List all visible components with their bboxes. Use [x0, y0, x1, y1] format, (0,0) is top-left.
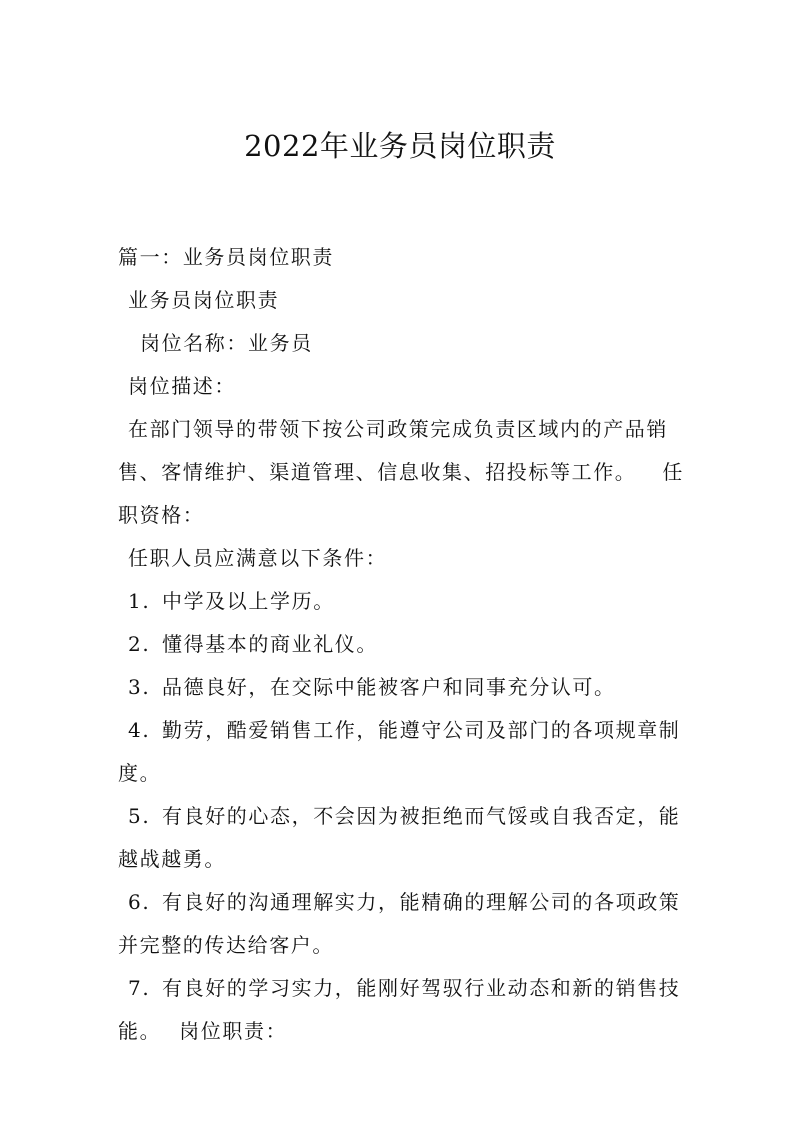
- requirement-text: 勤劳，酷爱销售工作，能遵守公司及部门的各项规章制: [162, 718, 681, 742]
- document-body: [118, 236, 684, 1053]
- requirement-item: [118, 666, 684, 709]
- requirement-item: [118, 881, 684, 924]
- requirement-number: 3.: [128, 675, 151, 699]
- description-line: 在部门领导的带领下按公司政策完成负责区域内的产品销: [128, 417, 668, 441]
- description-text: 任: [662, 460, 684, 484]
- requirement-number: 2.: [128, 632, 151, 656]
- requirement-item: [118, 709, 684, 752]
- requirement-number: 5.: [128, 804, 151, 828]
- requirement-number: 4.: [128, 718, 151, 742]
- requirement-number: 7.: [128, 976, 151, 1000]
- requirements-intro: 任职人员应满意以下条件：: [128, 546, 388, 570]
- requirement-continuation: [118, 1010, 684, 1053]
- requirement-continuation: 度。: [118, 761, 162, 785]
- requirement-item: [118, 795, 684, 838]
- subheading: 业务员岗位职责: [128, 288, 280, 312]
- requirement-text: 中学及以上学历。: [162, 589, 335, 613]
- requirement-number: 6.: [128, 890, 151, 914]
- requirement-text: 能。: [118, 1019, 162, 1043]
- requirement-text: 有良好的学习实力，能刚好驾驭行业动态和新的销售技: [162, 976, 681, 1000]
- requirement-text: 品德良好，在交际中能被客户和同事充分认可。: [162, 675, 616, 699]
- description-line: 职资格：: [118, 503, 205, 527]
- requirement-item: [118, 967, 684, 1010]
- section-heading: 篇一：业务员岗位职责: [118, 245, 334, 269]
- requirement-item: [118, 580, 684, 623]
- position-name: 岗位名称：业务员: [140, 331, 313, 355]
- requirement-text: 有良好的心态，不会因为被拒绝而气馁或自我否定，能: [162, 804, 681, 828]
- requirement-text: 懂得基本的商业礼仪。: [162, 632, 378, 656]
- requirement-text: 有良好的沟通理解实力，能精确的理解公司的各项政策: [162, 890, 681, 914]
- requirement-item: [118, 623, 684, 666]
- document-title: 2022年业务员岗位职责: [244, 129, 556, 163]
- description-line: [118, 451, 684, 494]
- description-text: 售、客情维护、渠道管理、信息收集、招投标等工作。: [118, 460, 637, 484]
- requirement-continuation: 越战越勇。: [118, 847, 226, 871]
- requirement-continuation: 并完整的传达给客户。: [118, 933, 334, 957]
- duties-label: 岗位职责：: [179, 1019, 288, 1043]
- requirement-number: 1.: [128, 589, 151, 613]
- description-label: 岗位描述：: [128, 374, 236, 398]
